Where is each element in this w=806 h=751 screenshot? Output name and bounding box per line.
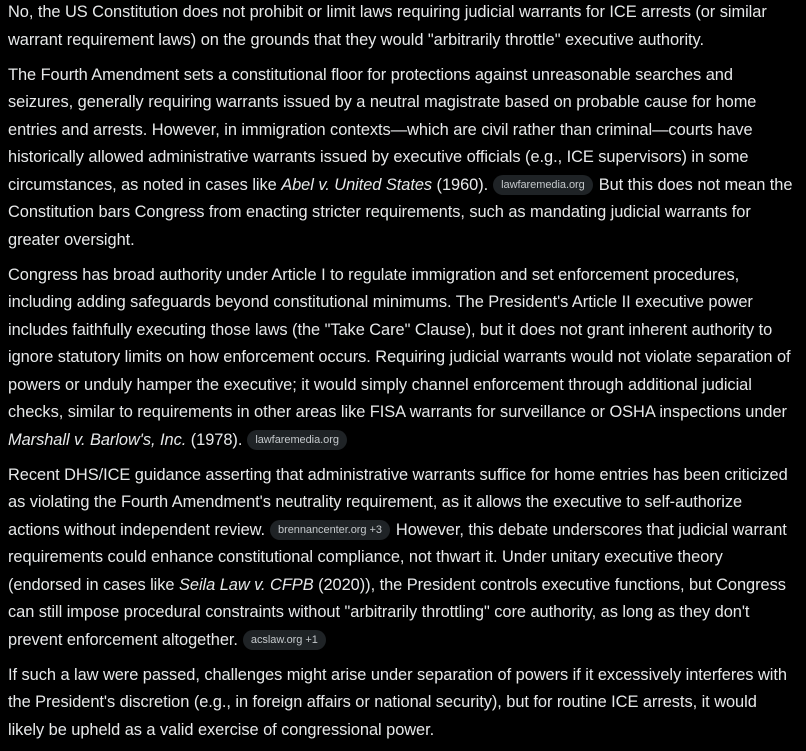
paragraph-congress-authority <box>8 262 796 455</box>
source-chip[interactable]: lawfaremedia.org <box>493 175 593 195</box>
paragraph-challenges <box>8 662 796 745</box>
paragraph-text: However, this debate underscores that judicial warrant requirements could enhance constitutional compliance, not thwart it. Under unitary executive theory (endorsed in cases like <box>8 520 787 594</box>
paragraph-text: Recent DHS/ICE guidance asserting that administrative warrants suffice for home entries has been criticized as violating the Fourth Amendment's neutrality requirement, as it allows the executive to self-authorize actions without independent review. <box>8 465 788 539</box>
paragraph-text: No, the US Constitution does not prohibit or limit laws requiring judicial warrants for ICE arrests (or similar warrant requirement laws) on the grounds that they would "arbitrarily throttle" executive authority. <box>8 3 767 49</box>
source-chip[interactable]: lawfaremedia.org <box>247 430 347 450</box>
source-chip[interactable]: acslaw.org +1 <box>243 630 326 650</box>
paragraph-text: (1978). <box>186 430 243 449</box>
paragraph-fourth-amendment <box>8 62 796 255</box>
paragraph-answer <box>8 0 796 54</box>
paragraph-text: The Fourth Amendment sets a constitutional floor for protections against unreasonable searches and seizures, generally requiring warrants issued by a neutral magistrate based on probable cause for home entries and arrests. However, in immigration contexts—which are civil rather than criminal—courts have historically allowed administrative warrants issued by executive officials (e.g., ICE supervisors) in some circumstances, as noted in cases like <box>8 65 757 194</box>
paragraph-text: But this does not mean the Constitution bars Congress from enacting stricter requirements, such as mandating judicial warrants for greater oversight. <box>8 175 793 249</box>
paragraph-text: Congress has broad authority under Article I to regulate immigration and set enforcement procedures, including adding safeguards beyond constitutional minimums. The President's Article II executive power includes faithfully executing those laws (the "Take Care" Clause), but it does not grant inherent authority to ignore statutory limits on how enforcement occurs. Requiring judicial warrants would not violate separation of powers or unduly hamper the executive; it would simply channel enforcement through additional judicial checks, similar to requirements in other areas like FISA warrants for surveillance or OSHA inspections under <box>8 265 791 421</box>
paragraph-text: If such a law were passed, challenges might arise under separation of powers if it excessively interferes with the President's discretion (e.g., in foreign affairs or national security), but for routine ICE arrests, it would likely be upheld as a valid exercise of congressional power. <box>8 665 787 739</box>
case-citation: Marshall v. Barlow's, Inc. <box>8 430 187 449</box>
case-citation: Abel v. United States <box>281 175 433 194</box>
source-chip[interactable]: brennancenter.org +3 <box>270 520 390 540</box>
case-citation: Seila Law v. CFPB <box>179 575 314 594</box>
paragraph-text: (2020)), the President controls executive functions, but Congress can still impose procedural constraints without "arbitrarily throttling" core authority, as long as they don't prevent enforcement altogether. <box>8 575 786 649</box>
paragraph-dhs-guidance <box>8 462 796 655</box>
paragraph-text: (1960). <box>432 175 489 194</box>
